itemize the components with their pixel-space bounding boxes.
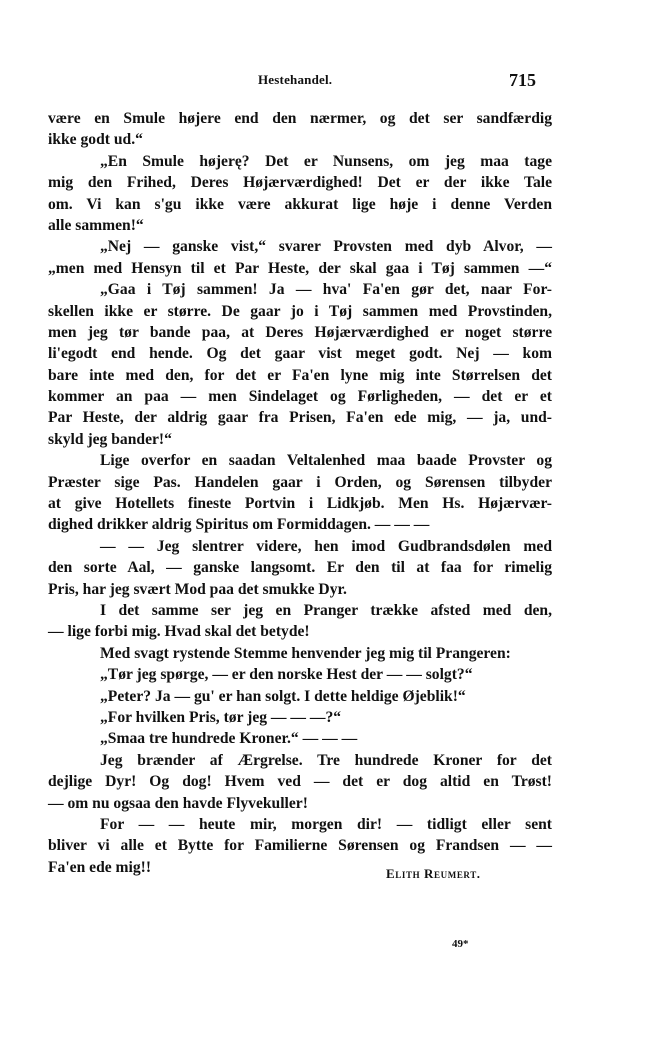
text-line: mig den Frihed, Deres Højærværdighed! Det er der ikke Tale	[48, 174, 552, 192]
running-head	[0, 70, 664, 94]
page-number: 715	[509, 70, 536, 90]
text-line: bliver vi alle et Bytte for Familierne Sørensen og Frandsen — —	[48, 837, 552, 855]
text-line: „En Smule højerę? Det er Nunsens, om jeg maa tage	[100, 152, 552, 170]
text-line: være en Smule højere end den nærmer, og det ser sandfærdig	[48, 110, 552, 127]
text-line: Lige overfor en saadan Veltalenhed maa baade Provster og	[100, 452, 552, 470]
text-line: dejlige Dyr! Og dog! Hvem ved — det er dog altid en Trøst!	[48, 773, 552, 791]
text-line: Præster sige Pas. Handelen gaar i Orden, og Sørensen tilbyder	[48, 473, 552, 491]
text-line: alle sammen!“	[48, 216, 144, 234]
text-line: skyld jeg bander!“	[48, 430, 172, 448]
text-line: at give Hotellets fineste Portvin i Lidkjøb. Men Hs. Højærvær-	[48, 495, 552, 513]
text-line: „men med Hensyn til et Par Heste, der skal gaa i Tøj sammen —“	[48, 259, 552, 277]
text-line: Jeg brænder af Ærgrelse. Tre hundrede Kroner for det	[100, 751, 552, 769]
text-line: men jeg tør bande paa, at Deres Højærværdighed er noget større	[48, 323, 552, 341]
text-line: I det samme ser jeg en Pranger trække afsted med den,	[100, 601, 552, 619]
body-text	[48, 108, 552, 878]
text-line: „Nej — ganske vist,“ svarer Provsten med dyb Alvor, —	[100, 238, 552, 256]
text-line: den sorte Aal, — ganske langsomt. Er den til at faa for rimelig	[48, 559, 552, 577]
text-line: Par Heste, der aldrig gaar fra Prisen, Fa'en ede mig, — ja, und-	[48, 409, 552, 427]
text-line: — — Jeg slentrer videre, hen imod Gudbrandsdølen med	[100, 537, 552, 555]
running-title: Hestehandel.	[258, 72, 333, 87]
text-line: — lige forbi mig. Hvad skal det betyde!	[48, 623, 310, 641]
text-line: li'egodt end hende. Og det gaar vist meget godt. Nej — kom	[48, 345, 552, 363]
text-line: — om nu ogsaa den havde Flyvekuller!	[48, 794, 308, 812]
author-signature: Elith Reumert.	[386, 866, 481, 881]
text-line: „For hvilken Pris, tør jeg — — —?“	[100, 708, 342, 726]
text-line: om. Vi kan s'gu ikke være akkurat lige høje i denne Verden	[48, 195, 552, 213]
text-line: Pris, har jeg svært Mod paa det smukke Dyr.	[48, 580, 347, 598]
text-line: „Gaa i Tøj sammen! Ja — hva' Fa'en gør det, naar For-	[100, 281, 552, 299]
text-line: bare inte med den, for det er Fa'en lyne mig inte Størrelsen det	[48, 366, 552, 384]
text-line: Fa'en ede mig!!	[48, 858, 152, 876]
text-line: „Smaa tre hundrede Kroner.“ — — —	[100, 730, 358, 748]
text-line: dighed drikker aldrig Spiritus om Formiddagen. — — —	[48, 516, 430, 534]
text-line: Med svagt rystende Stemme henvender jeg mig til Prangeren:	[100, 644, 511, 662]
text-line: skellen ikke er større. De gaar jo i Tøj sammen med Provstinden,	[48, 302, 552, 320]
text-line: ikke godt ud.“	[48, 131, 143, 149]
text-line: For — — heute mir, morgen dir! — tidligt eller sent	[100, 815, 552, 833]
text-line: kommer an paa — men Sindelaget og Førligheden, — det er et	[48, 388, 552, 406]
signature-mark: 49*	[452, 938, 469, 950]
text-line: „Tør jeg spørge, — er den norske Hest der — — solgt?“	[100, 666, 473, 684]
text-line: „Peter? Ja — gu' er han solgt. I dette heldige Øjeblik!“	[100, 687, 466, 705]
